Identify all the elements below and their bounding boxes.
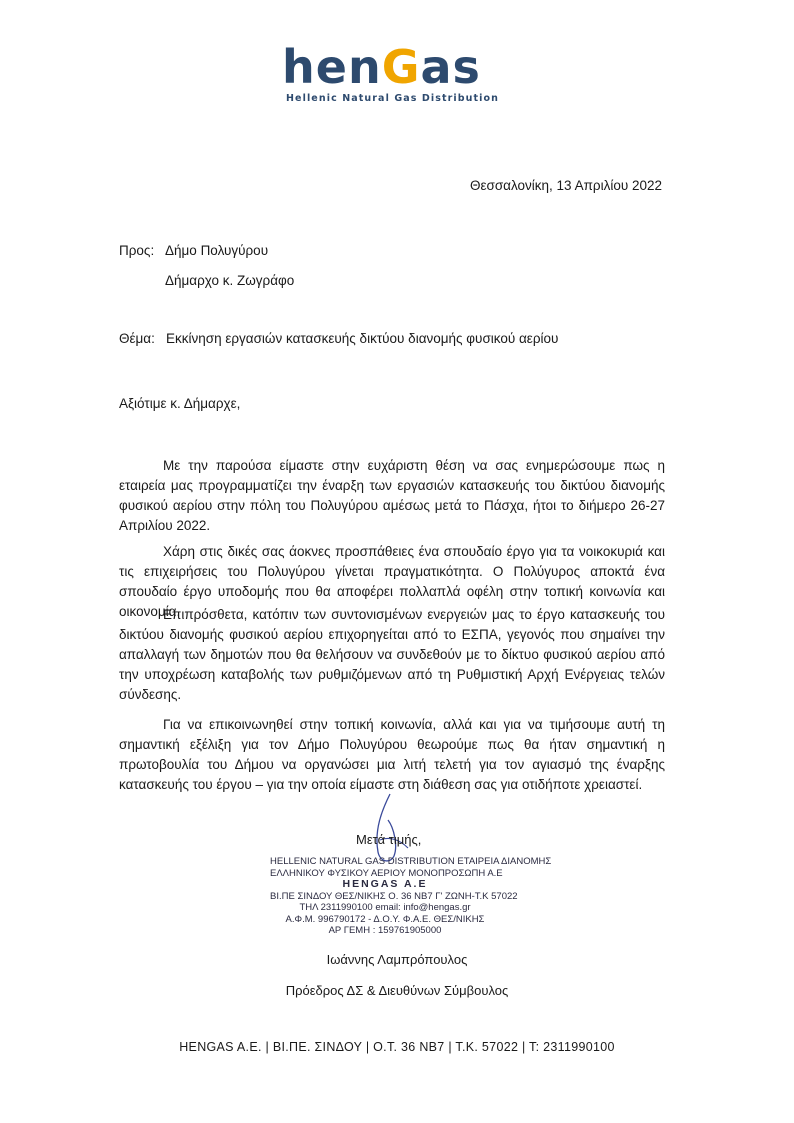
subject-label: Θέμα: (119, 331, 155, 346)
recipient-line1: Δήμο Πολυγύρου (165, 243, 269, 258)
signer-role: Πρόεδρος ΔΣ & Διευθύνων Σύμβουλος (285, 983, 509, 998)
stamp-line: HELLENIC NATURAL GAS DISTRIBUTION ΕΤΑΙΡΕΙΑ ΔΙΑΝΟΜΗΣ (270, 856, 552, 867)
body-paragraph: Επιπρόσθετα, κατόπιν των συντονισμένων ενεργειών μας το έργο κατασκευής του δικτύου διανομής φυσικού αερίου επιχορηγείται από το ΕΣΠΑ, γεγονός που σημαίνει την απαλλαγή των δημοτών που θα θελήσουν να συνδεθούν με το δίκτυο φυσικού αερίου από την υποχρέωση καταβολής των ρυθμιζόμενων από τη Ρυθμιστική Αρχή Ενέργειας τελών σύνδεσης. (119, 607, 665, 702)
recipient-line2: Δήμαρχο κ. Ζωγράφο (165, 273, 295, 288)
letter-date: Θεσσαλονίκη, 13 Απριλίου 2022 (470, 178, 662, 193)
logo-g-flame-icon: G (381, 40, 421, 94)
salutation: Αξιότιμε κ. Δήμαρχε, (119, 396, 241, 411)
stamp-line: ΤΗΛ 2311990100 email: info@hengas.gr (299, 902, 471, 913)
signer-name: Ιωάννης Λαμπρόπουλος (326, 952, 468, 967)
subject-text: Εκκίνηση εργασιών κατασκευής δικτύου διανομής φυσικού αερίου (166, 331, 559, 346)
logo-word-part2: as (420, 40, 481, 94)
stamp-line: ΕΛΛΗΝΙΚΟΥ ΦΥΣΙΚΟΥ ΑΕΡΙΟΥ ΜΟΝΟΠΡΟΣΩΠΗ Α.Ε (270, 867, 503, 879)
stamp-line: ΑΡ ΓΕΜΗ : 159761905000 (328, 925, 442, 936)
hengas-logo (282, 40, 512, 110)
company-stamp (270, 856, 552, 937)
body-paragraph: Για να επικοινωνηθεί στην τοπική κοινωνία, αλλά και για να τιμήσουμε αυτή τη σημαντική εξέλιξη για τον Δήμο Πολυγύρου θεωρούμε πως θα ήταν σημαντική η πρωτοβουλία του Δήμου να οργανώσει μια λιτή τελετή για τον αγιασμό της έναρξης κατασκευής του έργου – για την οποία είμαστε στη διάθεση σας για οτιδήποτε χρειαστεί. (119, 717, 665, 792)
recipient-label: Προς: (119, 243, 155, 258)
stamp-line: ΒΙ.ΠΕ ΣΙΝΔΟΥ ΘΕΣ/ΝΙΚΗΣ Ο. 36 ΝΒ7 Γ' ΖΩΝΗ-Τ.Κ 57022 (270, 890, 518, 902)
stamp-line: Α.Φ.Μ. 996790172 - Δ.Ο.Υ. Φ.Α.Ε. ΘΕΣ/ΝΙΚΗΣ (285, 913, 485, 925)
logo-tagline: Hellenic Natural Gas Distribution (286, 93, 500, 104)
letter-footer: HENGAS A.E. | ΒΙ.ΠΕ. ΣΙΝΔΟΥ | Ο.Τ. 36 ΝΒ7 | Τ.Κ. 57022 | Τ: 2311990100 (179, 1040, 615, 1054)
logo-word-part1: hen (282, 40, 382, 94)
body-paragraph: Με την παρούσα είμαστε στην ευχάριστη θέση να σας ενημερώσουμε πως η εταιρεία μας προγραμματίζει την έναρξη των εργασιών κατασκευής του δικτύου διανομής φυσικού αερίου στην πόλη του Πολυγύρου αμέσως μετά το Πάσχα, ήτοι το διήμερο 26-27 Απριλίου 2022. (119, 458, 665, 533)
body-paragraph: Χάρη στις δικές σας άοκνες προσπάθειες ένα σπουδαίο έργο για τα νοικοκυριά και τις επιχειρήσεις του Πολυγύρου γίνεται πραγματικότητα. Ο Πολύγυρος αποκτά ένα σπουδαίο έργο υποδομής που θα αποφέρει πολλαπλά οφέλη στην τοπική κοινωνία και οικονομία. (119, 544, 665, 619)
logo-wordmark (282, 40, 481, 94)
stamp-line: HENGAS A.E (342, 878, 428, 890)
closing: Μετά τιμής, (356, 832, 422, 847)
